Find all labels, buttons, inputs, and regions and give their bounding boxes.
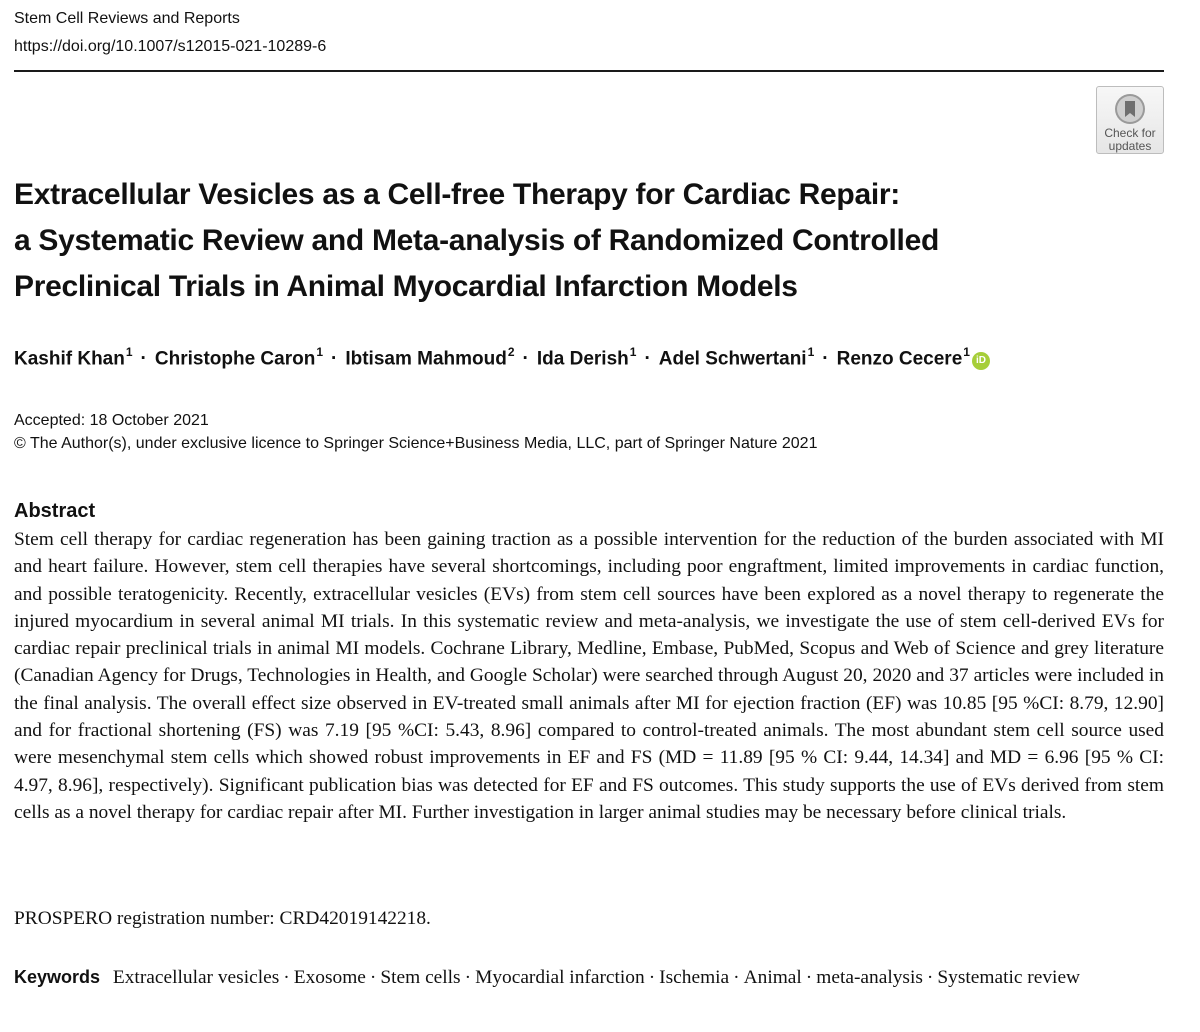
keyword-separator: ·	[464, 967, 472, 988]
author-name[interactable]: Renzo Cecere	[836, 348, 963, 370]
keyword-separator: ·	[648, 967, 656, 988]
badge-line-2: updates	[1108, 139, 1152, 153]
keyword: Systematic review	[937, 967, 1081, 988]
author-separator: ·	[140, 348, 147, 370]
keyword: Extracellular vesicles	[112, 967, 280, 988]
keyword-separator: ·	[369, 967, 377, 988]
title-line: Preclinical Trials in Animal Myocardial Infarction Models	[14, 270, 798, 303]
keyword: Stem cells	[380, 967, 461, 988]
keyword: Myocardial infarction	[475, 967, 645, 988]
author-name[interactable]: Adel Schwertani	[658, 348, 807, 370]
check-for-updates-badge[interactable]	[1096, 86, 1164, 154]
keyword-separator: ·	[926, 967, 934, 988]
affiliation-marker: 1	[629, 345, 637, 359]
keyword-separator: ·	[283, 967, 290, 988]
affiliation-marker: 1	[125, 345, 133, 359]
author-name[interactable]: Kashif Khan	[14, 348, 125, 370]
author-separator: ·	[822, 348, 829, 370]
orcid-icon[interactable]: iD	[972, 352, 990, 370]
author-list	[14, 339, 990, 373]
author-separator: ·	[522, 348, 529, 370]
affiliation-marker: 1	[316, 345, 324, 359]
copyright-notice: © The Author(s), under exclusive licence to Springer Science+Business Media, LLC, part of Springer Nature 2021	[14, 435, 818, 452]
author-name[interactable]: Ibtisam Mahmoud	[345, 348, 507, 370]
author-separator: ·	[644, 348, 651, 370]
keyword: Exosome	[293, 967, 366, 988]
keyword-separator: ·	[733, 967, 740, 988]
abstract-text: Stem cell therapy for cardiac regeneration has been gaining traction as a possible intervention for the reduction of the burden associated with MI and heart failure. However, stem cell therapies have several shortcomings, including poor engraftment, limited improvements in cardiac function, and possible teratogenicity. Recently, extracellular vesicles (EVs) from stem cell sources have been explored as a novel therapy to regenerate the injured myocardium in several animal MI trials. In this systematic review and meta-analysis, we investigate the use of stem cell-derived EVs for cardiac repair preclinical trials in animal MI models. Cochrane Library, Medline, Embase, PubMed, Scopus and Web of Science and grey literature (Canadian Agency for Drugs, Technologies in Health, and Google Scholar) were searched through August 20, 2020 and 37 articles were included in the final analysis. The overall effect size observed in EV-treated small animals after MI for ejection fraction (EF) was 10.85 [95 %CI: 8.79, 12.90] and for fractional shortening (FS) was 7.19 [95 %CI: 5.43, 8.96] compared to control-treated animals. The most abundant stem cell source used were mesenchymal stem cells which showed robust improvements in EF and FS (MD = 11.89 [95 % CI: 9.44, 14.34] and MD = 6.96 [95 % CI: 4.97, 8.96], respectively). Significant publication bias was detected for EF and FS outcomes. This study supports the use of EVs derived from stem cells as a novel therapy for cardiac repair after MI. Further investigation in larger animal studies may be necessary before clinical trials.	[14, 529, 1164, 823]
author-separator: ·	[331, 348, 338, 370]
keyword: Ischemia	[659, 967, 730, 988]
keyword: meta-analysis	[816, 967, 923, 988]
header-divider	[14, 70, 1164, 72]
affiliation-marker: 2	[507, 345, 515, 359]
abstract-heading: Abstract	[14, 500, 96, 522]
title-line: a Systematic Review and Meta-analysis of Randomized Controlled	[14, 224, 939, 257]
keyword-separator: ·	[805, 967, 813, 988]
registration-number: PROSPERO registration number: CRD42019142218.	[14, 908, 431, 929]
journal-name: Stem Cell Reviews and Reports	[14, 10, 240, 27]
keywords-label: Keywords	[14, 967, 101, 987]
author-name[interactable]: Christophe Caron	[154, 348, 316, 370]
bookmark-icon	[1113, 92, 1147, 126]
badge-line-1: Check for	[1104, 126, 1156, 140]
author-name[interactable]: Ida Derish	[536, 348, 629, 370]
keyword: Animal	[743, 967, 802, 988]
accepted-date: Accepted: 18 October 2021	[14, 412, 209, 429]
affiliation-marker: 1	[963, 345, 970, 359]
article-title	[14, 172, 1074, 310]
doi-link[interactable]: https://doi.org/10.1007/s12015-021-10289-6	[14, 38, 327, 55]
affiliation-marker: 1	[807, 345, 815, 359]
keywords-section	[14, 963, 1124, 992]
title-line: Extracellular Vesicles as a Cell-free Therapy for Cardiac Repair:	[14, 178, 900, 211]
